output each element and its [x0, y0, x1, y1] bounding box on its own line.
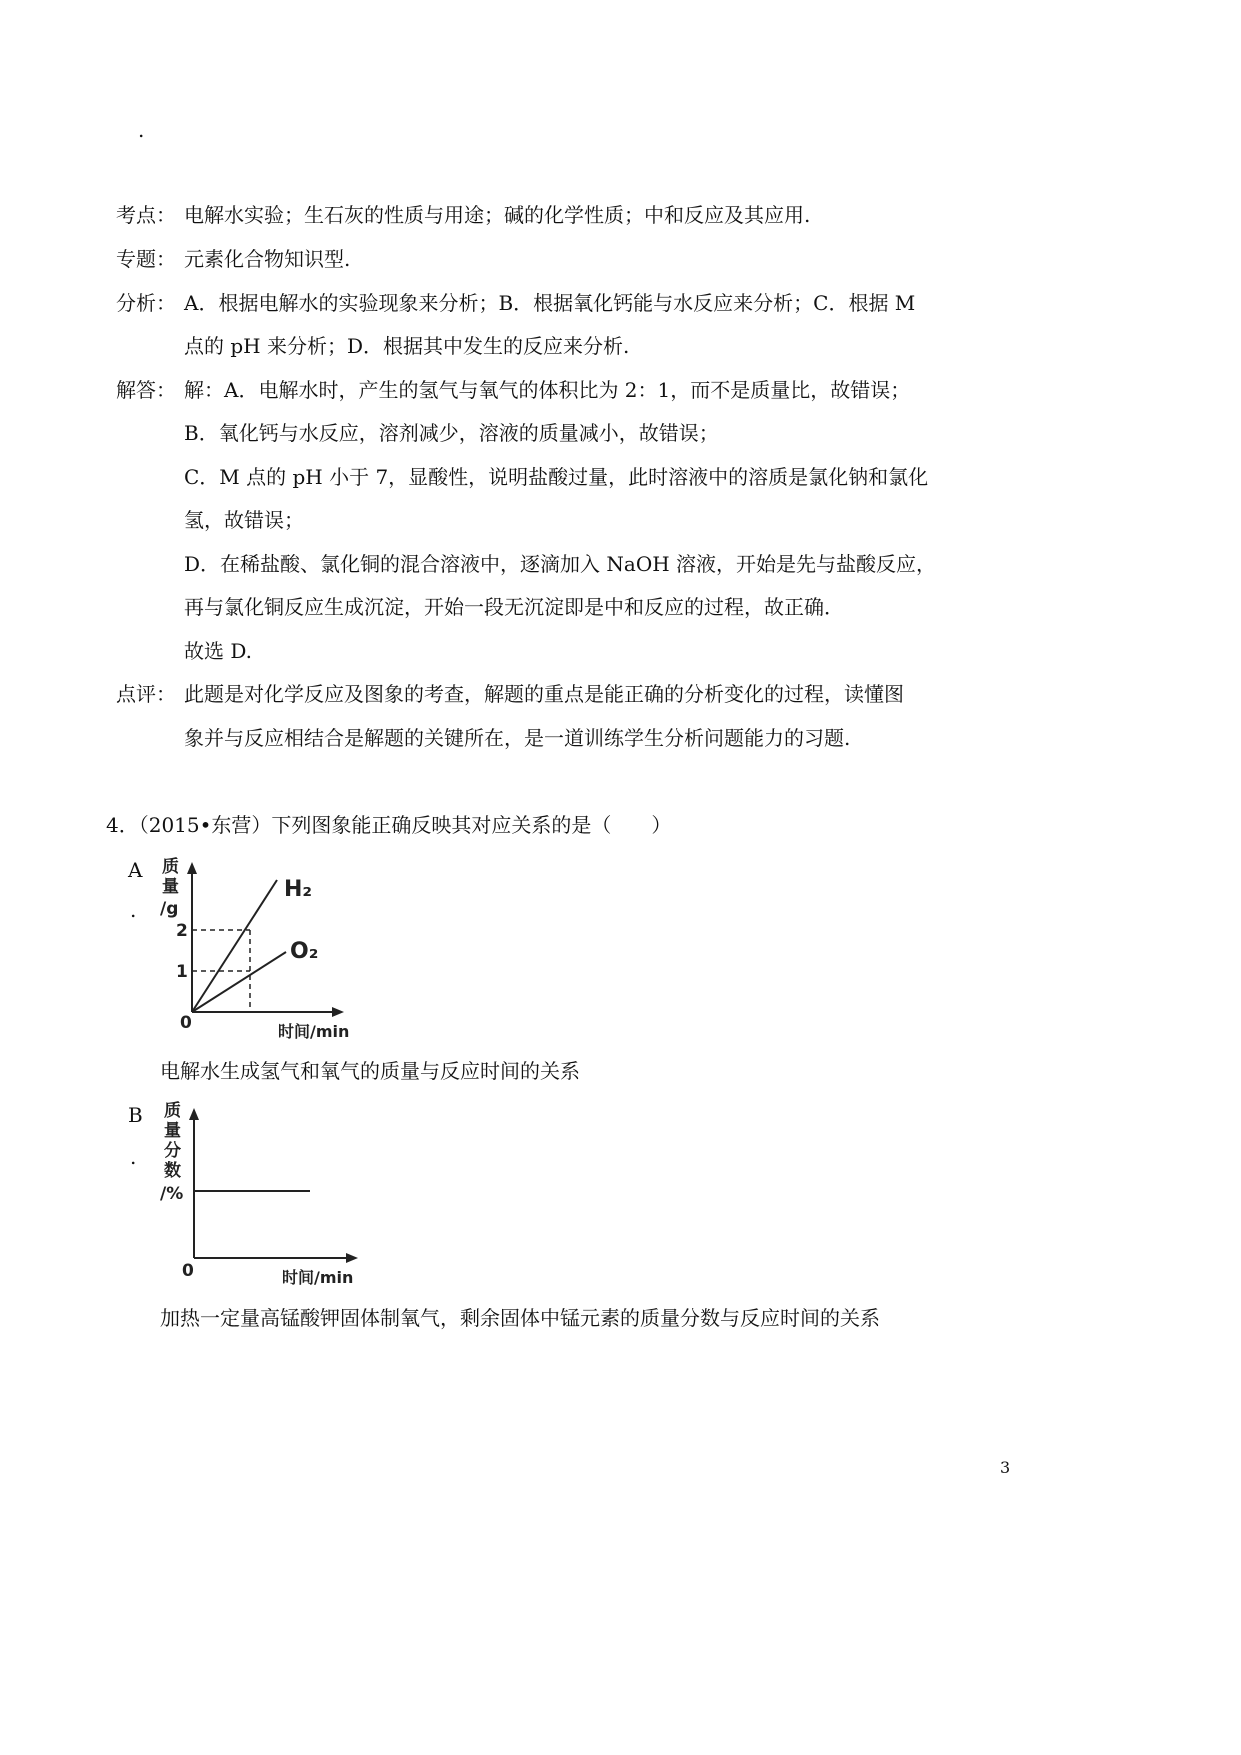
chart-a-o2-line: [192, 952, 286, 1012]
dianping-line-1: 此题是对化学反应及图象的考查，解题的重点是能正确的分析变化的过程，读懂图: [184, 682, 904, 706]
option-a-dot: .: [130, 898, 137, 922]
jieda-line-1: 解：A．电解水时，产生的氢气与氧气的体积比为 2：1，而不是质量比，故错误；: [184, 378, 911, 402]
dianping-line-2: 象并与反应相结合是解题的关键所在，是一道训练学生分析问题能力的习题.: [184, 726, 851, 750]
option-b-letter: B: [128, 1103, 143, 1127]
zhuanti-label: 专题：: [116, 247, 176, 271]
chart-a-xlabel: 时间/min: [278, 1022, 350, 1041]
jieda-line-3: C．M 点的 pH 小于 7，显酸性，说明盐酸过量，此时溶液中的溶质是氯化钠和氯化: [184, 465, 929, 489]
chart-a: [150, 852, 390, 1044]
chart-a-origin: 0: [180, 1013, 192, 1033]
jieda-line-2: B．氧化钙与水反应，溶剂减少，溶液的质量减小，故错误；: [184, 421, 719, 445]
chart-a-ylabel-3: /g: [160, 899, 179, 919]
option-b-caption: 加热一定量高锰酸钾固体制氧气，剩余固体中锰元素的质量分数与反应时间的关系: [160, 1306, 880, 1330]
fenxi-line-1: A．根据电解水的实验现象来分析；B．根据氧化钙能与水反应来分析；C．根据 M: [184, 291, 916, 315]
chart-a-y-arrow: [187, 862, 197, 874]
chart-a-tick-2: 2: [176, 921, 188, 941]
stray-dot: .: [138, 118, 145, 142]
chart-b-ylabel-2: 量: [164, 1121, 181, 1141]
chart-b-ylabel-1: 质: [164, 1101, 181, 1121]
chart-b-ylabel-5: /%: [160, 1184, 184, 1204]
zhuanti-text: 元素化合物知识型.: [184, 247, 351, 271]
jieda-label: 解答：: [116, 378, 176, 402]
chart-a-ylabel-1: 质: [162, 857, 179, 877]
chart-b-ylabel-3: 分: [164, 1141, 181, 1161]
option-a-caption: 电解水生成氢气和氧气的质量与反应时间的关系: [160, 1059, 580, 1083]
chart-a-x-arrow: [332, 1007, 344, 1017]
page-number: 3: [1000, 1458, 1011, 1477]
chart-a-o2-label: O₂: [290, 939, 319, 964]
fenxi-label: 分析：: [116, 291, 176, 315]
chart-b-origin: 0: [182, 1261, 194, 1281]
chart-b-y-arrow: [189, 1108, 199, 1120]
jieda-line-5: D．在稀盐酸、氯化铜的混合溶液中，逐滴加入 NaOH 溶液，开始是先与盐酸反应，: [184, 552, 937, 576]
chart-b-ylabel-4: 数: [164, 1161, 181, 1181]
dianping-label: 点评：: [116, 682, 176, 706]
fenxi-line-2: 点的 pH 来分析；D．根据其中发生的反应来分析.: [184, 334, 630, 358]
chart-b-xlabel: 时间/min: [282, 1268, 354, 1287]
chart-a-ylabel-2: 量: [162, 877, 179, 897]
kaodian-text: 电解水实验；生石灰的性质与用途；碱的化学性质；中和反应及其应用.: [184, 203, 811, 227]
kaodian-label: 考点：: [116, 203, 176, 227]
chart-a-tick-1: 1: [176, 962, 188, 982]
chart-a-h2-line: [192, 880, 277, 1012]
option-b-dot: .: [130, 1145, 137, 1169]
chart-b-x-arrow: [346, 1253, 358, 1263]
jieda-line-7: 故选 D.: [184, 639, 253, 663]
question-text: 4．（2015•东营）下列图象能正确反映其对应关系的是（ ）: [106, 813, 672, 837]
jieda-line-6: 再与氯化铜反应生成沉淀，开始一段无沉淀即是中和反应的过程，故正确．: [184, 595, 844, 619]
chart-a-h2-label: H₂: [284, 877, 313, 902]
option-a-letter: A: [128, 858, 143, 882]
jieda-line-4: 氢，故错误；: [184, 508, 304, 532]
chart-b: [150, 1098, 370, 1290]
